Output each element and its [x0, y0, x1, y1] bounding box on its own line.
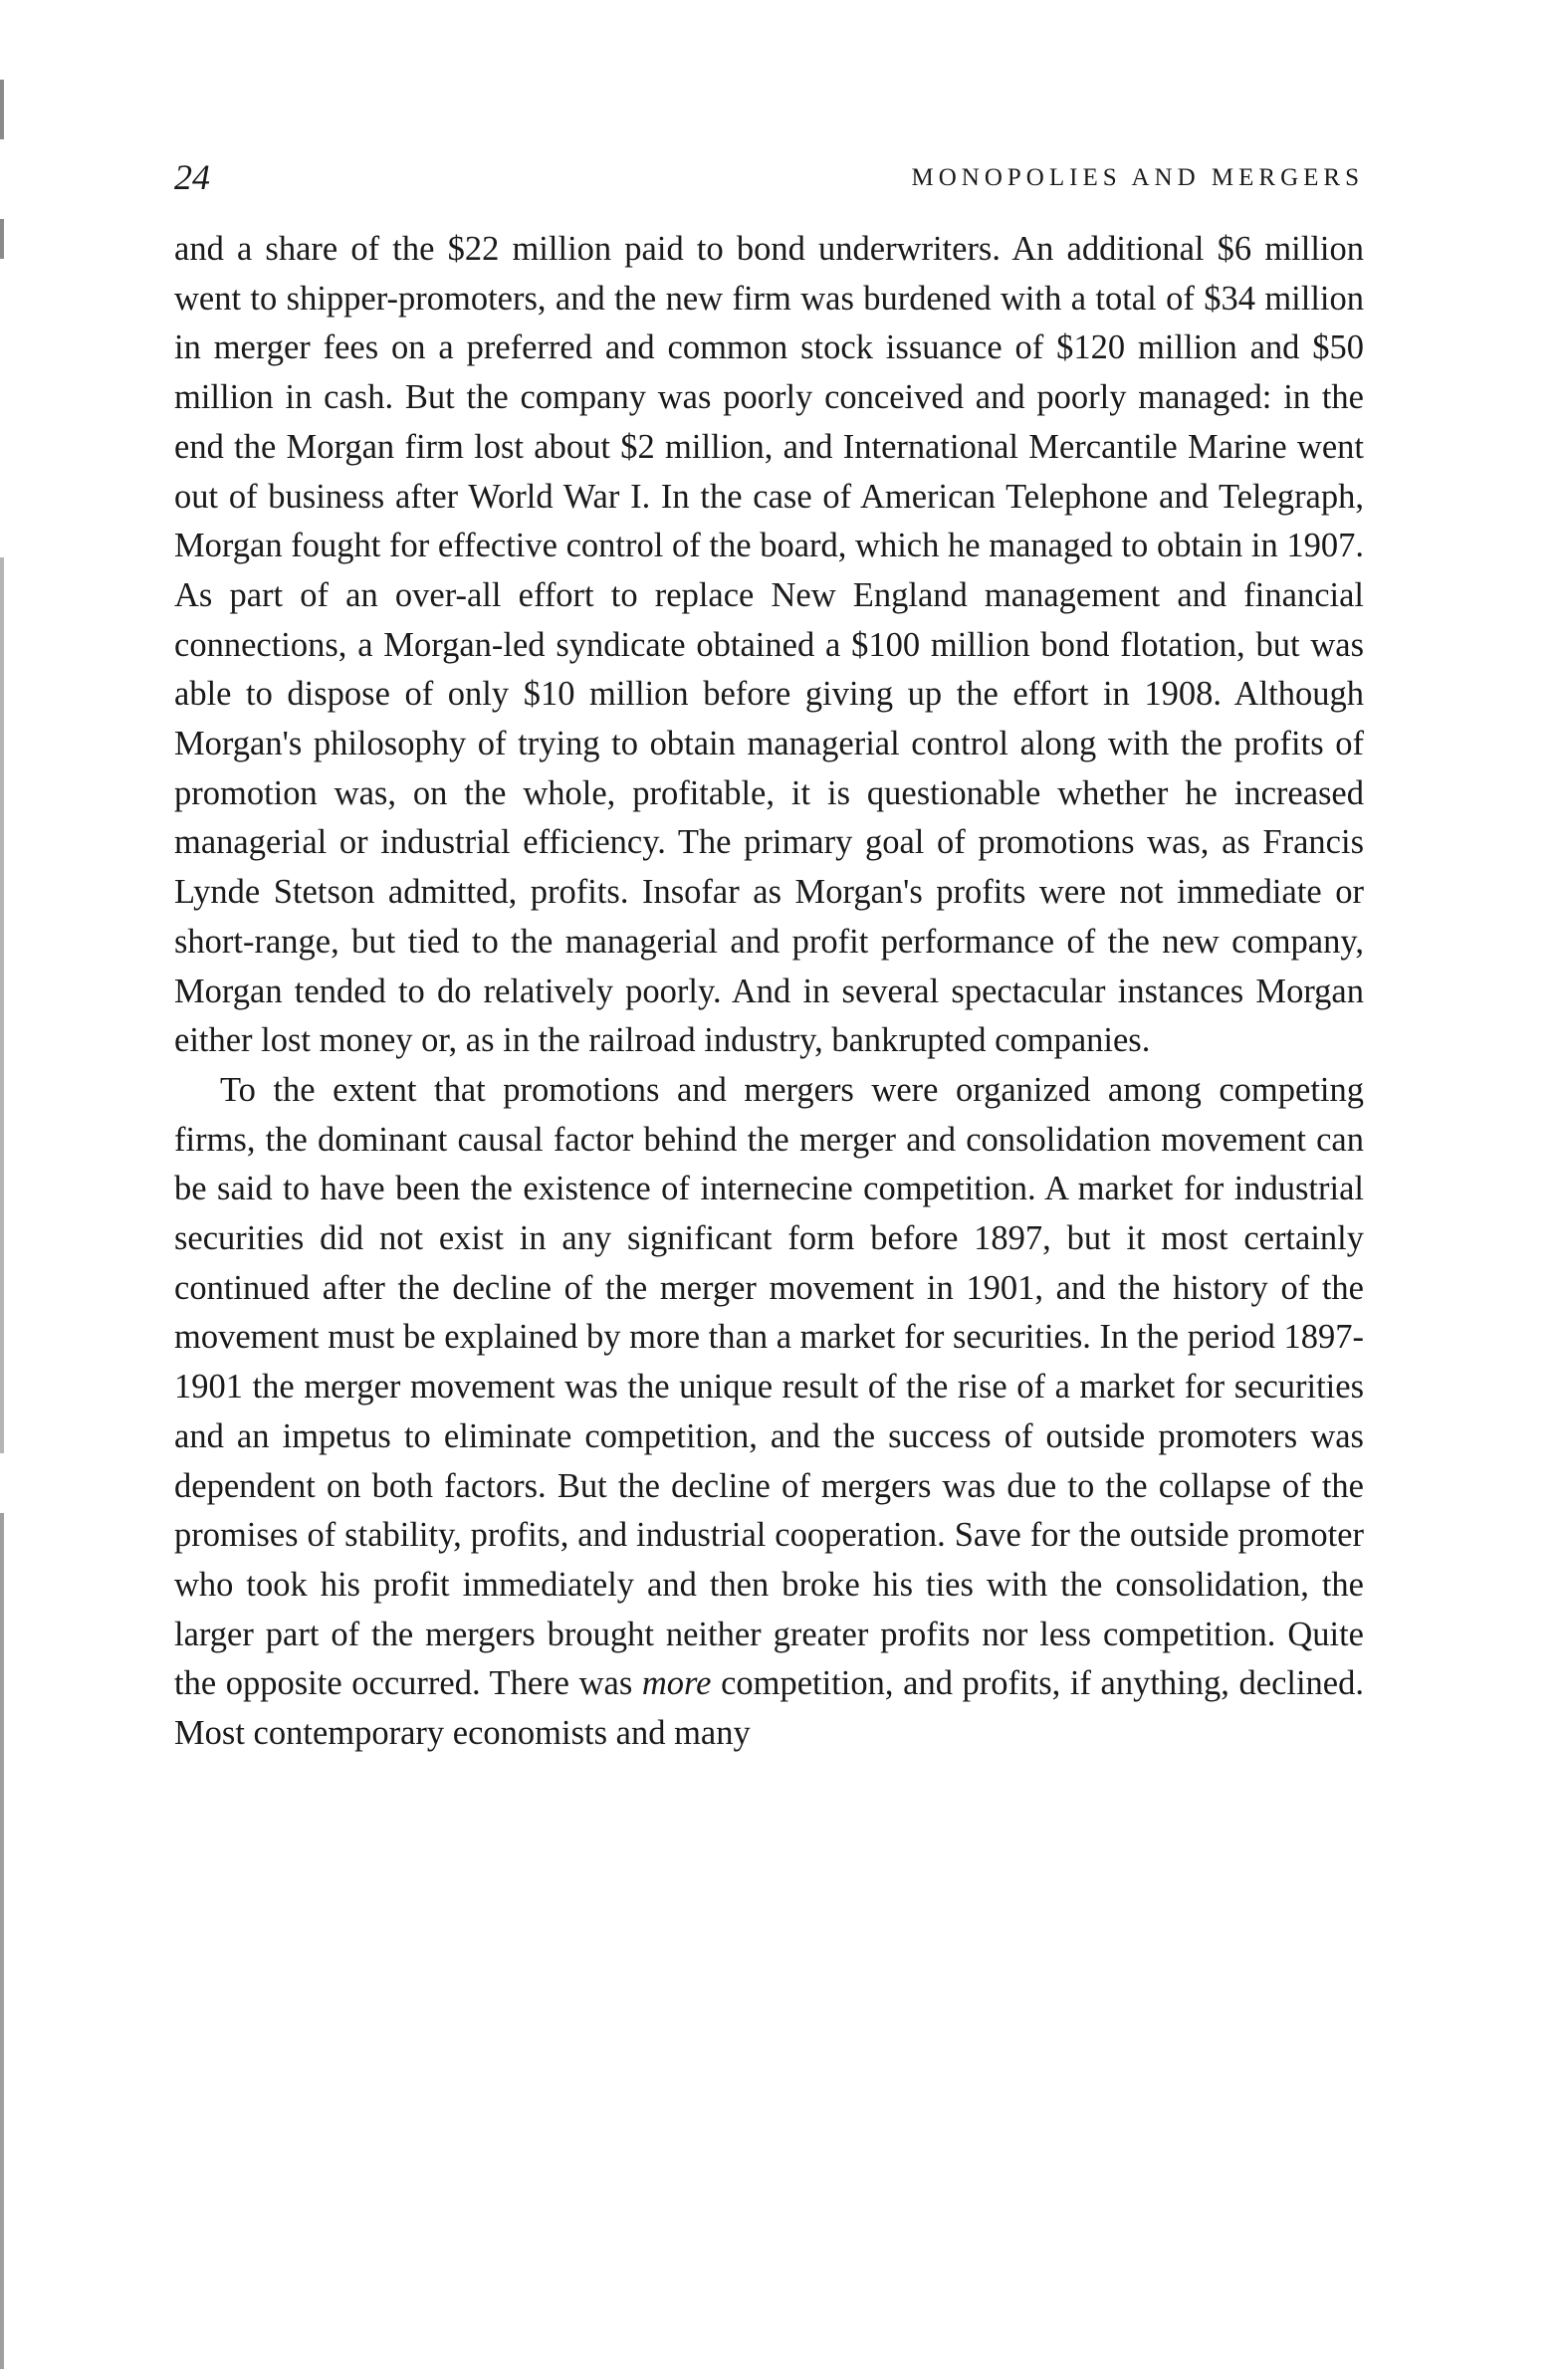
paragraph-text: competition, and profits, if anything, declined. Most contemporary economists and many — [174, 1664, 1364, 1753]
scan-gutter-shadow — [0, 80, 4, 139]
running-header — [174, 157, 1364, 197]
emphasized-word: more — [641, 1664, 712, 1703]
scan-gutter-shadow — [0, 219, 4, 259]
paragraph — [174, 1066, 1364, 1759]
scan-gutter-shadow — [0, 1513, 4, 2369]
scan-gutter-shadow — [0, 557, 4, 1453]
running-title: MONOPOLIES AND MERGERS — [911, 164, 1364, 191]
paragraph: and a share of the $22 million paid to bond underwriters. An additional $6 million went to shipper-promoters, and the new firm was burdened with a total of $34 million in merger fees on a preferred and common stock issuance of $120 million and $50 million in cash. But the company was poorly conceived and poorly managed: in the end the Morgan firm lost about $2 million, and International Mercantile Marine went out of business after World War I. In the case of American Telephone and Telegraph, Morgan fought for effective control of the board, which he managed to obtain in 1907. As part of an over-all effort to replace New England management and financial connections, a Morgan-led syndicate obtained a $100 million bond flotation, but was able to dispose of only $10 million before giving up the effort in 1908. Although Morgan's philosophy of trying to obtain managerial control along with the profits of promotion was, on the whole, profitable, it is questionable whether he increased managerial or industrial efficiency. The primary goal of promotions was, as Francis Lynde Stetson admitted, profits. Insofar as Morgan's profits were not immediate or short-range, but tied to the managerial and profit performance of the new company, Morgan tended to do relatively poorly. And in several spectacular instances Morgan either lost money or, as in the railroad industry, bankrupted companies. — [174, 230, 1364, 1060]
page-number: 24 — [174, 157, 210, 197]
body-text — [174, 225, 1364, 1759]
paragraph-text: To the extent that promotions and mergers were organized among competing firms, the dominant causal factor behind the merger and consolidation movement can be said to have been the existence of internecine competition. A market for industrial securities did not exist in any significant form before 1897, but it most certainly continued after the decline of the merger movement in 1901, and the history of the movement must be explained by more than a market for securities. In the period 1897-1901 the merger movement was the unique result of the rise of a market for securities and an impetus to eliminate competition, and the success of outside promoters was dependent on both factors. But the decline of mergers was due to the collapse of the promises of stability, profits, and industrial cooperation. Save for the outside promoter who took his profit immediately and then broke his ties with the consolidation, the larger part of the mergers brought neither greater profits nor less competition. Quite the opposite occurred. There was — [174, 1070, 1364, 1703]
